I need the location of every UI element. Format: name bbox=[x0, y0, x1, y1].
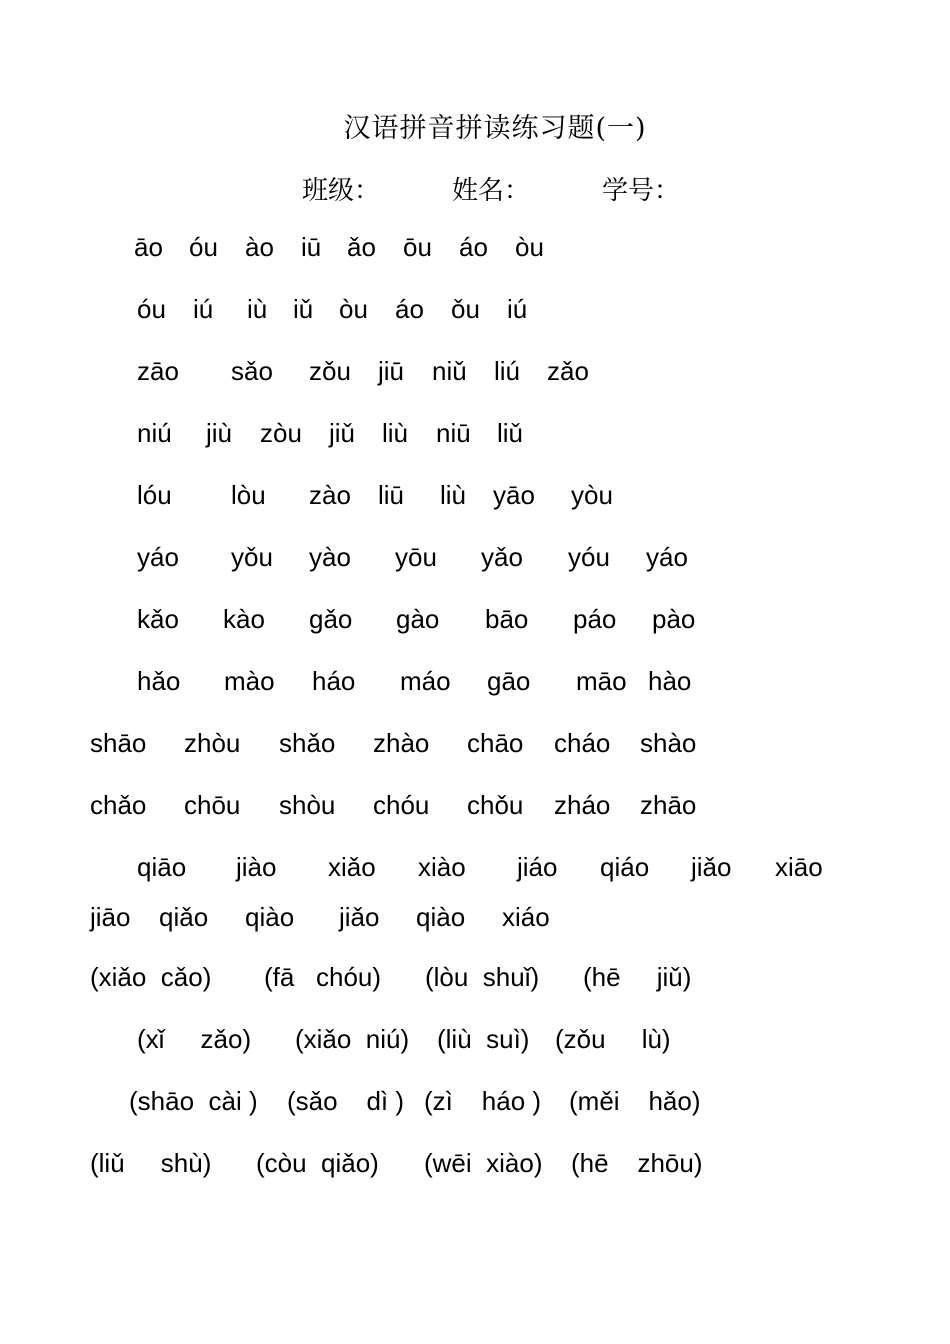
pinyin-syllable: gǎo bbox=[309, 604, 353, 634]
pinyin-syllable: jiū bbox=[378, 356, 405, 386]
word-pair: (xiǎo cǎo) bbox=[90, 962, 212, 992]
pinyin-syllable: ōu bbox=[403, 232, 432, 262]
word-pair: (sǎo dì ) bbox=[287, 1086, 405, 1116]
pinyin-syllable: jiào bbox=[236, 852, 277, 882]
pinyin-syllable: gāo bbox=[487, 666, 531, 696]
word-pair-row bbox=[0, 962, 950, 994]
pinyin-syllable: háo bbox=[312, 666, 356, 696]
pinyin-row bbox=[0, 666, 950, 698]
pinyin-syllable: zǒu bbox=[309, 356, 351, 386]
pinyin-syllable: áo bbox=[395, 294, 424, 324]
pinyin-syllable: yǎo bbox=[481, 542, 523, 572]
pinyin-syllable: pào bbox=[652, 604, 696, 634]
pinyin-syllable: zhào bbox=[373, 728, 430, 758]
pinyin-syllable: zǎo bbox=[547, 356, 589, 386]
pinyin-syllable: māo bbox=[576, 666, 627, 696]
pinyin-syllable: chōu bbox=[184, 790, 241, 820]
pinyin-row bbox=[0, 480, 950, 512]
pinyin-syllable: iū bbox=[301, 232, 322, 262]
name-label: 姓名： bbox=[452, 176, 531, 206]
pinyin-syllable: zhāo bbox=[640, 790, 697, 820]
pinyin-syllable: qiào bbox=[245, 902, 295, 932]
word-pair: (hē jiǔ) bbox=[583, 962, 692, 992]
pinyin-syllable: cháo bbox=[554, 728, 611, 758]
pinyin-syllable: gào bbox=[396, 604, 440, 634]
pinyin-syllable: òu bbox=[515, 232, 544, 262]
word-pair: (liù suì) bbox=[437, 1024, 530, 1054]
pinyin-syllable: zòu bbox=[260, 418, 302, 448]
pinyin-syllable: lóu bbox=[137, 480, 172, 510]
pinyin-syllable: chǎo bbox=[90, 790, 147, 820]
pinyin-syllable: jiù bbox=[206, 418, 233, 448]
pinyin-row bbox=[0, 356, 950, 388]
word-pair: (shāo cài ) bbox=[129, 1086, 258, 1116]
pinyin-syllable: ǒu bbox=[451, 294, 480, 324]
pinyin-row bbox=[0, 728, 950, 760]
pinyin-syllable: liǔ bbox=[497, 418, 524, 448]
pinyin-syllable: ào bbox=[245, 232, 274, 262]
pinyin-syllable: yào bbox=[309, 542, 351, 572]
word-pair: (wēi xiào) bbox=[424, 1148, 543, 1178]
word-pair: (còu qiǎo) bbox=[256, 1148, 379, 1178]
pinyin-syllable: xiāo bbox=[775, 852, 823, 882]
pinyin-syllable: āo bbox=[134, 232, 163, 262]
pinyin-syllable: bāo bbox=[485, 604, 529, 634]
pinyin-syllable: hǎo bbox=[137, 666, 181, 696]
pinyin-syllable: shāo bbox=[90, 728, 147, 758]
pinyin-syllable: kào bbox=[223, 604, 265, 634]
word-pair: (měi hǎo) bbox=[569, 1086, 701, 1116]
class-label: 班级： bbox=[302, 176, 381, 206]
pinyin-syllable: liú bbox=[494, 356, 521, 386]
pinyin-syllable: máo bbox=[400, 666, 451, 696]
pinyin-syllable: jiǎo bbox=[339, 902, 380, 932]
pinyin-row bbox=[0, 790, 950, 822]
word-pair: (xiǎo niú) bbox=[295, 1024, 410, 1054]
word-pair: (zì háo ) bbox=[424, 1086, 542, 1116]
pinyin-syllable: liù bbox=[382, 418, 409, 448]
word-pair: (fā chóu) bbox=[264, 962, 382, 992]
pinyin-syllable: zāo bbox=[137, 356, 179, 386]
word-pair: (lòu shuǐ) bbox=[425, 962, 540, 992]
pinyin-row bbox=[0, 542, 950, 574]
pinyin-syllable: jiǔ bbox=[329, 418, 356, 448]
pinyin-syllable: xiáo bbox=[502, 902, 550, 932]
pinyin-syllable: kǎo bbox=[137, 604, 179, 634]
pinyin-syllable: iù bbox=[247, 294, 268, 324]
word-pair-row bbox=[0, 1024, 950, 1056]
pinyin-syllable: chāo bbox=[467, 728, 524, 758]
pinyin-syllable: áo bbox=[459, 232, 488, 262]
word-pair-row bbox=[0, 1148, 950, 1180]
pinyin-syllable: zào bbox=[309, 480, 351, 510]
pinyin-syllable: yáo bbox=[646, 542, 688, 572]
pinyin-syllable: niǔ bbox=[432, 356, 467, 386]
pinyin-syllable: qiáo bbox=[600, 852, 650, 882]
pinyin-syllable: hào bbox=[648, 666, 692, 696]
pinyin-syllable: óu bbox=[189, 232, 218, 262]
pinyin-syllable: mào bbox=[224, 666, 275, 696]
pinyin-syllable: lòu bbox=[231, 480, 266, 510]
pinyin-row bbox=[0, 294, 950, 326]
pinyin-row bbox=[0, 232, 950, 264]
pinyin-syllable: iú bbox=[193, 294, 214, 324]
word-pair: (xǐ zǎo) bbox=[137, 1024, 252, 1054]
pinyin-syllable: xiǎo bbox=[328, 852, 376, 882]
pinyin-syllable: chóu bbox=[373, 790, 430, 820]
pinyin-syllable: liū bbox=[378, 480, 405, 510]
pinyin-syllable: páo bbox=[573, 604, 617, 634]
word-pair-row bbox=[0, 1086, 950, 1118]
pinyin-syllable: yóu bbox=[568, 542, 610, 572]
pinyin-syllable: shào bbox=[640, 728, 697, 758]
pinyin-syllable: chǒu bbox=[467, 790, 524, 820]
pinyin-syllable: òu bbox=[339, 294, 368, 324]
word-pair: (liǔ shù) bbox=[90, 1148, 212, 1178]
pinyin-syllable: yǒu bbox=[231, 542, 273, 572]
pinyin-syllable: liù bbox=[440, 480, 467, 510]
pinyin-syllable: qiǎo bbox=[159, 902, 209, 932]
pinyin-syllable: iǔ bbox=[293, 294, 314, 324]
student-id-label: 学号： bbox=[602, 176, 681, 206]
pinyin-syllable: niū bbox=[436, 418, 471, 448]
page-title: 汉语拼音拼读练习题(一) bbox=[343, 113, 647, 144]
pinyin-syllable: qiào bbox=[416, 902, 466, 932]
pinyin-syllable: shòu bbox=[279, 790, 336, 820]
pinyin-syllable: ǎo bbox=[347, 232, 376, 262]
pinyin-syllable: yòu bbox=[571, 480, 613, 510]
pinyin-row bbox=[0, 418, 950, 450]
word-pair: (zǒu lù) bbox=[555, 1024, 671, 1054]
pinyin-syllable: zhòu bbox=[184, 728, 241, 758]
pinyin-syllable: jiáo bbox=[517, 852, 558, 882]
pinyin-syllable: zháo bbox=[554, 790, 611, 820]
pinyin-syllable: iú bbox=[507, 294, 528, 324]
pinyin-syllable: qiāo bbox=[137, 852, 187, 882]
word-pair: (hē zhōu) bbox=[571, 1148, 703, 1178]
pinyin-syllable: óu bbox=[137, 294, 166, 324]
pinyin-syllable: xiào bbox=[418, 852, 466, 882]
pinyin-row bbox=[0, 604, 950, 636]
pinyin-row bbox=[0, 902, 950, 934]
pinyin-syllable: shǎo bbox=[279, 728, 336, 758]
pinyin-syllable: jiāo bbox=[90, 902, 131, 932]
pinyin-syllable: yāo bbox=[493, 480, 535, 510]
pinyin-syllable: yōu bbox=[395, 542, 437, 572]
pinyin-row bbox=[0, 852, 950, 884]
pinyin-syllable: niú bbox=[137, 418, 172, 448]
pinyin-syllable: sǎo bbox=[231, 356, 273, 386]
pinyin-syllable: yáo bbox=[137, 542, 179, 572]
pinyin-syllable: jiǎo bbox=[691, 852, 732, 882]
